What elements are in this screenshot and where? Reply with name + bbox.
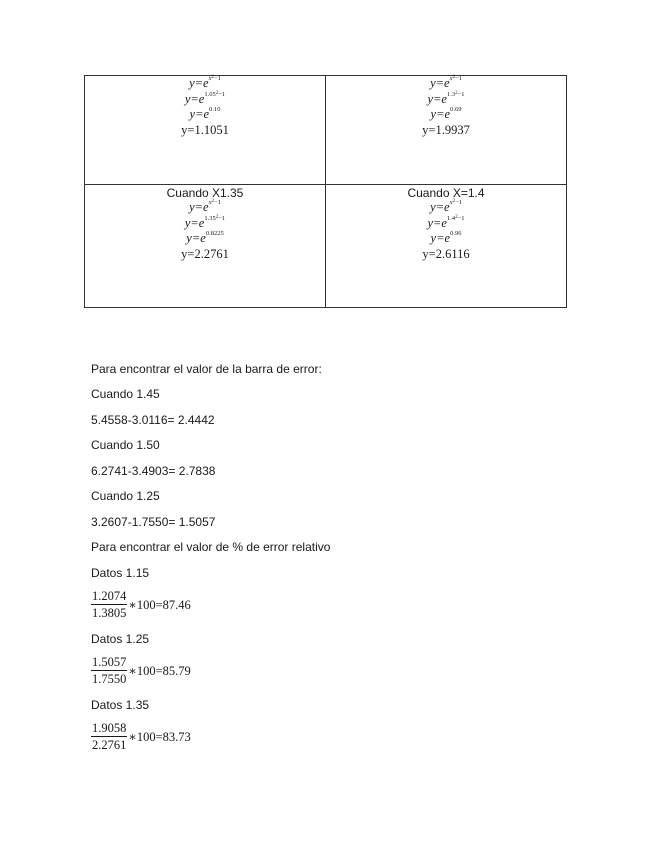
eq-exp-tail: −1 [214,199,221,206]
eq-exp: 0.10 [209,106,221,113]
eq-base: y=e [427,215,447,230]
equation-line [85,76,325,92]
eq-square: 2 [455,214,458,220]
eq-exp-tail: −1 [455,75,462,82]
eq-exp-tail: −1 [457,214,465,222]
eq-base: y=e [184,91,205,106]
results-table [84,75,567,308]
fraction [91,655,127,686]
eq-base: y=e [184,215,205,230]
equation-line [326,107,566,123]
eq-exp: x [449,75,453,82]
cell-r1-right [326,76,567,185]
eq-exp: x [449,199,453,206]
equation-line [326,216,566,232]
eq-exp-tail: −1 [218,214,226,222]
fraction-result: ∗100=87.46 [128,597,191,612]
datos-135: Datos 1.35 [91,698,150,712]
fraction-115 [91,589,191,620]
datos-115: Datos 1.15 [91,566,150,580]
numerator: 1.5057 [92,655,127,669]
eq-base: y=e [186,231,206,245]
eq-base: y=e [189,200,209,214]
equation-result: y=1.1051 [181,122,229,137]
equation-line [85,216,325,232]
eq-base: y=e [430,200,450,214]
eq-exp: 1.4 [446,214,456,222]
eq-square: 2 [215,90,219,96]
cuando-145: Cuando 1.45 [91,387,160,401]
cell-heading: Cuando X=1.4 [407,186,485,200]
eq-exp: 0.96 [450,230,462,237]
cuando-125: Cuando 1.25 [91,489,160,503]
numerator: 1.9058 [92,721,127,735]
eq-base: y=e [189,107,210,121]
eq-square: 2 [215,214,219,220]
equation-line [85,231,325,247]
eq-square: 2 [455,90,458,96]
fraction-result: ∗100=83.73 [128,729,191,744]
calc-150: 6.2741-3.4903= 2.7838 [91,464,216,478]
eq-base: y=e [430,107,451,121]
eq-base: y=e [427,91,447,106]
eq-exp: x [208,75,212,82]
equation-line [326,76,566,92]
fraction-135 [91,721,191,752]
eq-exp: 1.35 [204,214,216,222]
fraction [91,589,127,620]
eq-square: 2 [211,199,214,204]
equation-line [85,107,325,123]
intro-relative-error: Para encontrar el valor de % de error relativo [91,540,331,554]
denominator: 1.3805 [92,606,127,620]
fraction [91,721,127,752]
calc-145: 5.4558-3.0116= 2.4442 [91,413,215,427]
calc-125: 3.2607-1.7550= 1.5057 [91,515,216,529]
eq-square: 2 [452,199,455,204]
eq-exp: 1.3 [446,90,456,98]
eq-square: 2 [452,75,455,80]
fraction-result: ∗100=85.79 [128,663,191,678]
denominator: 1.7550 [92,672,127,686]
eq-exp-tail: −1 [457,90,465,98]
eq-base: y=e [189,76,209,90]
numerator: 1.2074 [92,589,127,603]
cell-r1-left [85,76,326,185]
denominator: 2.2761 [92,738,127,752]
eq-exp: 0.8225 [205,230,224,237]
eq-base: y=e [430,76,450,90]
equation-line [326,200,566,216]
equation-line [85,92,325,108]
eq-base: y=e [430,231,451,245]
cell-heading: Cuando X1.35 [166,186,244,200]
equation-result: y=2.2761 [181,246,229,261]
equation-line [326,231,566,247]
eq-exp: 1.05 [204,90,216,98]
equation-result: y=2.6116 [422,246,470,261]
equation-line [85,200,325,216]
cell-r2-left [85,185,326,308]
cuando-150: Cuando 1.50 [91,438,160,452]
eq-square: 2 [211,75,214,80]
equation-line [326,92,566,108]
intro-error-bar: Para encontrar el valor de la barra de error: [91,362,322,376]
eq-exp-tail: −1 [214,75,221,82]
eq-exp: x [208,199,212,206]
eq-exp-tail: −1 [218,90,226,98]
equation-result: y=1.9937 [422,122,470,137]
datos-125: Datos 1.25 [91,632,150,646]
eq-exp: 0.69 [450,106,462,113]
cell-r2-right [326,185,567,308]
eq-exp-tail: −1 [455,199,462,206]
fraction-125 [91,655,191,686]
